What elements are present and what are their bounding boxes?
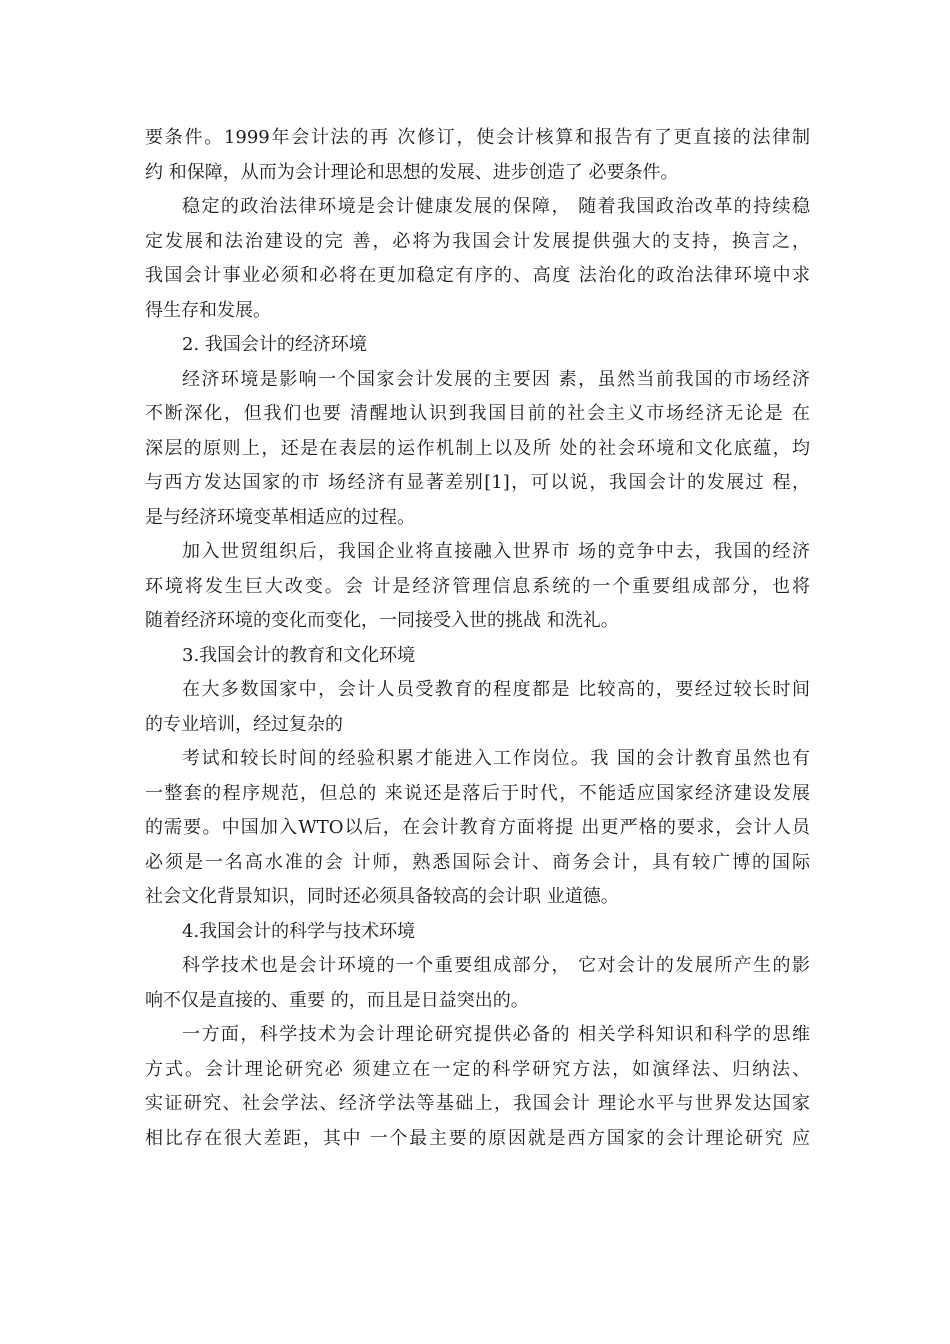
text-line: 深层的原则上，还是在表层的运作机制上以及所 处的社会环境和文化底蕴，均 [145,437,810,459]
text-line: 我国会计事业必须和必将在更加稳定有序的、高度 法治化的政治法律环境中求 [145,265,810,286]
text-line: 考试和较长时间的经验积累才能进入工作岗位。我 国的会计教育虽然也有 [182,748,810,769]
text-line: 得生存和发展。 [145,299,271,321]
text-line: 方式。会计理论研究必 须建立在一定的科学研究方法，如演绎法、归纳法、 [145,1058,810,1080]
body-text [145,121,810,1156]
text-line: 经济环境是影响一个国家会计发展的主要因 素，虽然当前我国的市场经济 [182,368,810,390]
text-line: 是与经济环境变革相适应的过程。 [145,506,415,528]
text-line: 加入世贸组织后，我国企业将直接融入世界市 场的竞争中去，我国的经济 [182,541,810,562]
text-line: 科学技术也是会计环境的一个重要组成部分， 它对会计的发展所产生的影 [182,955,810,976]
text-line: 必须是一名高水准的会 计师，熟悉国际会计、商务会计，具有较广博的国际 [145,851,810,873]
text-line: 在大多数国家中，会计人员受教育的程度都是 比较高的，要经过较长时间 [182,679,810,700]
text-line: 的专业培训，经过复杂的 [145,713,343,735]
text-line: 约 和保障，从而为会计理论和思想的发展、进步创造了 必要条件。 [145,161,679,183]
text-line: 不断深化，但我们也要 清醒地认识到我国目前的社会主义市场经济无论是 在 [145,403,810,424]
text-line: 社会文化背景知识，同时还必须具备较高的会计职 业道德。 [145,886,619,907]
text-line: 3.我国会计的教育和文化环境 [182,644,416,666]
text-line: 的需要。中国加入WTO以后，在会计教育方面将提 出更严格的要求，会计人员 [145,817,810,838]
text-line: 实证研究、社会学法、经济学法等基础上，我国会计 理论水平与世界发达国家 [145,1093,810,1114]
text-line: 环境将发生巨大改变。会 计是经济管理信息系统的一个重要组成部分，也将 [145,575,810,597]
text-line: 2. 我国会计的经济环境 [182,334,367,355]
text-line: 定发展和法治建设的完 善，必将为我国会计发展提供强大的支持，换言之， [145,230,810,252]
text-line: 一方面，科学技术为会计理论研究提供必备的 相关学科知识和科学的思维 [182,1024,810,1045]
text-line: 要条件。1999年会计法的再 次修订，使会计核算和报告有了更直接的法律制 [145,127,810,148]
text-line: 4.我国会计的科学与技术环境 [182,920,416,942]
text-line: 稳定的政治法律环境是会计健康发展的保障， 随着我国政治改革的持续稳 [182,196,810,217]
text-line: 与西方发达国家的市 场经济有显著差别[1]，可以说，我国会计的发展过 程， [145,472,810,493]
text-line: 随着经济环境的变化而变化，一同接受入世的挑战 和洗礼。 [145,610,619,631]
text-line: 相比存在很大差距，其中 一个最主要的原因就是西方国家的会计理论研究 应 [145,1127,810,1149]
text-line: 响不仅是直接的、重要 的，而且是日益突出的。 [145,989,529,1011]
text-line: 一整套的程序规范，但总的 来说还是落后于时代，不能适应国家经济建设发展 [145,782,810,804]
